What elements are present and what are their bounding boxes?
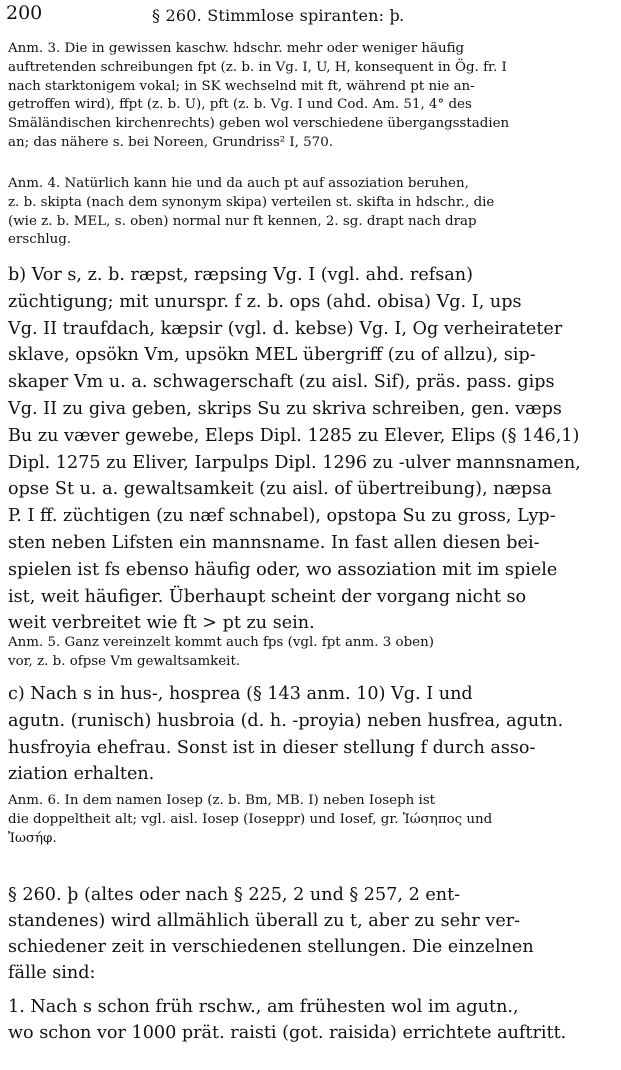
text-line: schiedener zeit in verschiedenen stellungen. Die einzelnen (8, 937, 534, 957)
page-number: 200 (6, 2, 43, 24)
text-line: Vg. II zu giva geben, skrips Su zu skriva schreiben, gen. væps (8, 398, 562, 419)
text-line: husfroyia ehefrau. Sonst ist in dieser stellung f durch asso- (8, 737, 536, 758)
text-line: 1. Nach s schon früh rschw., am frühesten wol im agutn., (8, 997, 519, 1017)
text-line: die doppeltheit alt; vgl. aisl. Iosep (Ioseppr) und Iosef, gr. Ἰώσηπος und (8, 811, 493, 827)
running-head: § 260. Stimmlose spiranten: þ. (152, 6, 405, 25)
page-header (6, 2, 611, 28)
text-line: Anm. 5. Ganz vereinzelt kommt auch fps (vgl. fpt anm. 3 oben) (8, 635, 434, 650)
text-line: skaper Vm u. a. schwagerschaft (zu aisl. Sif), präs. pass. gips (8, 372, 555, 393)
text-line: sten neben Lifsten ein mannsname. In fast allen diesen bei- (8, 532, 540, 553)
note-anm-4 (8, 175, 604, 250)
text-line: § 260. þ (altes oder nach § 225, 2 und § 257, 2 ent- (8, 885, 461, 905)
text-line: Vg. II traufdach, kæpsir (vgl. d. kebse) Vg. I, Og verheirateter (8, 318, 563, 339)
text-line: nach starktonigem vokal; in SK wechselnd mit ft, während pt nie an- (8, 78, 475, 94)
text-line: getroffen wird), ffpt (z. b. U), pft (z. b. Vg. I und Cod. Am. 51, 4° des (8, 97, 472, 113)
text-line: züchtigung; mit unurspr. f z. b. ops (ahd. obisa) Vg. I, ups (8, 291, 522, 312)
text-line: z. b. skipta (nach dem synonym skipa) verteilen st. skifta in hdschr., die (8, 194, 495, 210)
section-260 (8, 882, 604, 986)
text-line: P. I ff. züchtigen (zu næf schnabel), opstopa Su zu gross, Lyp- (8, 506, 556, 527)
text-line: ziation erhalten. (8, 764, 155, 785)
note-anm-3 (8, 40, 604, 153)
text-line: Anm. 3. Die in gewissen kaschw. hdschr. mehr oder weniger häufig (8, 41, 465, 56)
text-line: Smäländischen kirchenrechts) geben wol verschiedene übergangsstadien (8, 116, 510, 132)
text-line: (wie z. b. MEL, s. oben) normal nur ft kennen, 2. sg. drapt nach drap (8, 213, 477, 229)
text-line: opse St u. a. gewaltsamkeit (zu aisl. of übertreibung), næpsa (8, 479, 552, 500)
note-anm-5 (8, 634, 604, 672)
text-line: weit verbreitet wie ft > pt zu sein. (8, 613, 315, 634)
text-line: b) Vor s, z. b. ræpst, ræpsing Vg. I (vgl. ahd. refsan) (8, 265, 473, 285)
text-line: vor, z. b. ofpse Vm gewaltsamkeit. (8, 653, 241, 669)
text-line: Dipl. 1275 zu Eliver, Iarpulps Dipl. 1296 zu -ulver mannsnamen, (8, 452, 581, 473)
text-line: standenes) wird allmählich überall zu t, aber zu sehr ver- (8, 911, 521, 931)
note-anm-6 (8, 792, 604, 848)
text-line: erschlug. (8, 232, 72, 248)
text-line: Bu zu væver gewebe, Eleps Dipl. 1285 zu Elever, Elips (§ 146,1) (8, 425, 580, 446)
text-line: fälle sind: (8, 963, 96, 983)
text-line: agutn. (runisch) husbroia (d. h. -proyia) neben husfrea, agutn. (8, 710, 564, 731)
text-line: wo schon vor 1000 prät. raisti (got. raisida) errichtete auftritt. (8, 1023, 567, 1043)
text-line: Anm. 4. Natürlich kann hie und da auch pt auf assoziation beruhen, (8, 176, 469, 191)
text-line: auftretenden schreibungen fpt (z. b. in Vg. I, U, H, konsequent in Ög. fr. I (8, 59, 507, 75)
text-line: c) Nach s in hus-, hosprea (§ 143 anm. 10) Vg. I und (8, 684, 473, 704)
section-260-item-1 (8, 994, 604, 1046)
text-line: spielen ist fs ebenso häufig oder, wo assoziation mit im spiele (8, 559, 558, 580)
paragraph-b (8, 262, 604, 637)
text-line: Ἰωσήφ. (8, 830, 57, 846)
text-line: Anm. 6. In dem namen Iosep (z. b. Bm, MB. I) neben Ioseph ist (8, 793, 436, 808)
paragraph-c (8, 681, 604, 788)
text-line: sklave, opsökn Vm, upsökn MEL übergriff (zu of allzu), sip- (8, 345, 536, 366)
text-line: ist, weit häufiger. Überhaupt scheint der vorgang nicht so (8, 586, 527, 607)
text-line: an; das nähere s. bei Noreen, Grundriss² I, 570. (8, 134, 333, 150)
